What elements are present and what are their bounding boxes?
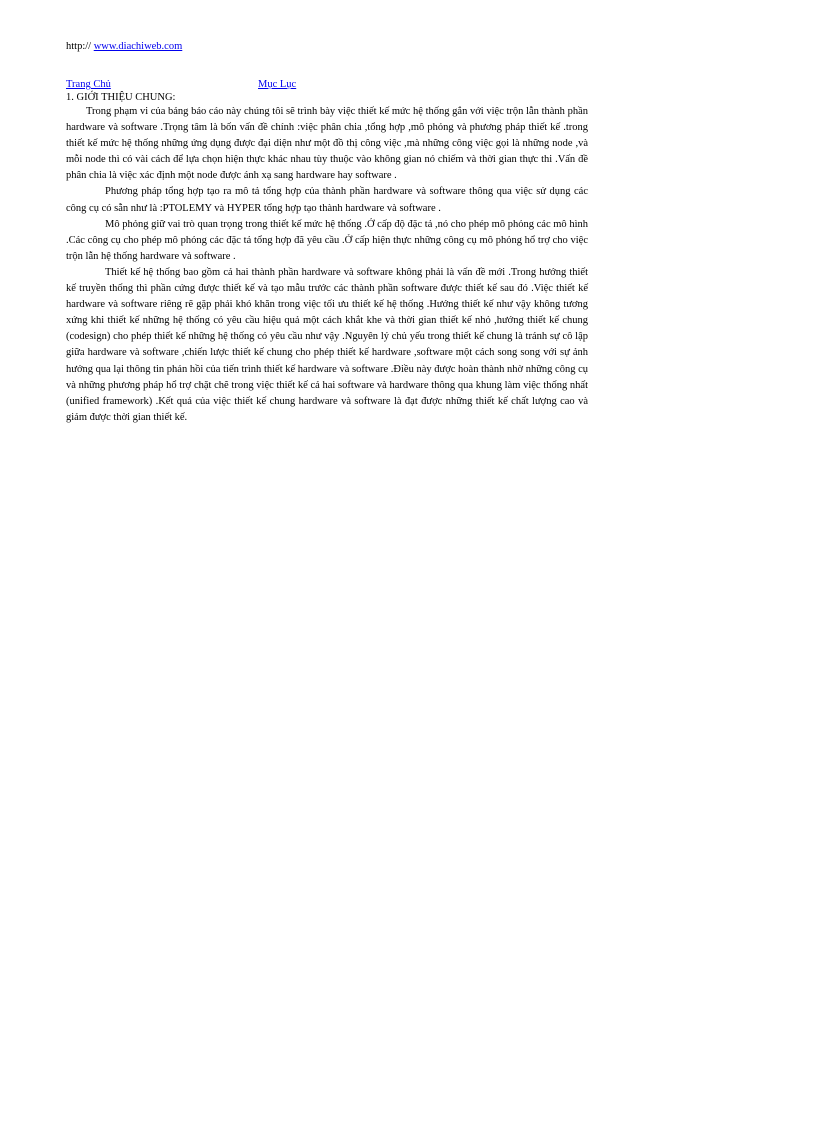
table-of-contents-link[interactable]: Mục Lục	[258, 79, 297, 90]
nav-bar	[66, 78, 588, 91]
home-link[interactable]: Trang Chủ	[66, 79, 111, 90]
section-title: 1. GIỚI THIỆU CHUNG:	[66, 92, 176, 103]
url-line	[66, 40, 588, 54]
paragraph-intro: Trong phạm vi của bảng báo cáo này chúng tôi sẽ trình bày việc thiết kế mức hệ thống gắn với việc trộn lẫn thành phần hardware và software .Trọng tâm là bốn vấn đề chính :việc phân chia ,tổng hợp ,mô phỏng và phương pháp thiết kế .trong thiết kế mức hệ thống những ứng dụng được đại diện như một đồ thị công việc ,mà những công việc gọi là những node ,và mỗi node thì có vài cách để lựa chọn hiện thực khác nhau tùy thuộc vào không gian nó chiếm và thời gian thực thi .Vấn đề phân chia là việc xác định một node được ánh xạ sang hardware hay software .	[66, 106, 588, 182]
paragraph-synthesis: Phương pháp tổng hợp tạo ra mô tả tổng hợp của thành phần hardware và software thông qua việc sử dụng các công cụ có sẵn như là :PTOLEMY và HYPER tổng hợp tạo thành hardware và software .	[66, 186, 588, 214]
paragraph-codesign: Thiết kế hệ thống bao gồm cả hai thành phần hardware và software không phải là vấn đề mới .Trong hướng thiết kế truyền thống thì phần cứng được thiết kế và tạo mẫu trước các thành phần software được thiết kế sau đó .Việc thiết kế hardware và software riêng rẽ gặp phải khó khăn trong việc tối ưu thiết kế hệ thống .Hướng thiết kế như vậy không tương xứng khi thiết kế những hệ thống có yêu cầu hiệu quả một cách khắt khe và thời gian thiết kế nhỏ ,hướng thiết kế chung (codesign) cho phép thiết kế những hệ thống có yêu cầu như vậy .Nguyên lý chủ yếu trong thiết kế chung là tránh sự cô lập giữa hardware và software ,chiến lược thiết kế chung cho phép thiết kế hardware ,software một cách song song với sự ảnh hưởng qua lại thông tin phản hồi của tiến trình thiết kế hardware và software .Điều này được hoàn thành nhờ những công cụ và những phương pháp hổ trợ chặt chẽ trong việc thiết kế cả hai software và hardware thông qua khung làm việc thống nhất (unified framework) .Kết quả của việc thiết kế chung hardware và software là đạt được những thiết kế chất lượng cao và giảm được thời gian thiết kế.	[66, 266, 588, 423]
paragraph-simulation: Mô phỏng giữ vai trò quan trọng trong thiết kế mức hệ thống .Ở cấp độ đặc tả ,nó cho phép mô phỏng các mô hình .Các công cụ cho phép mô phỏng các đặc tả tổng hợp đã yêu cầu .Ở cấp hiện thực những công cụ mô phỏng hổ trợ cho việc trộn lẫn hệ thống hardware và software .	[66, 218, 588, 262]
url-prefix: http://	[66, 41, 94, 52]
document-page	[66, 40, 588, 426]
website-link[interactable]: www.diachiweb.com	[93, 41, 183, 52]
